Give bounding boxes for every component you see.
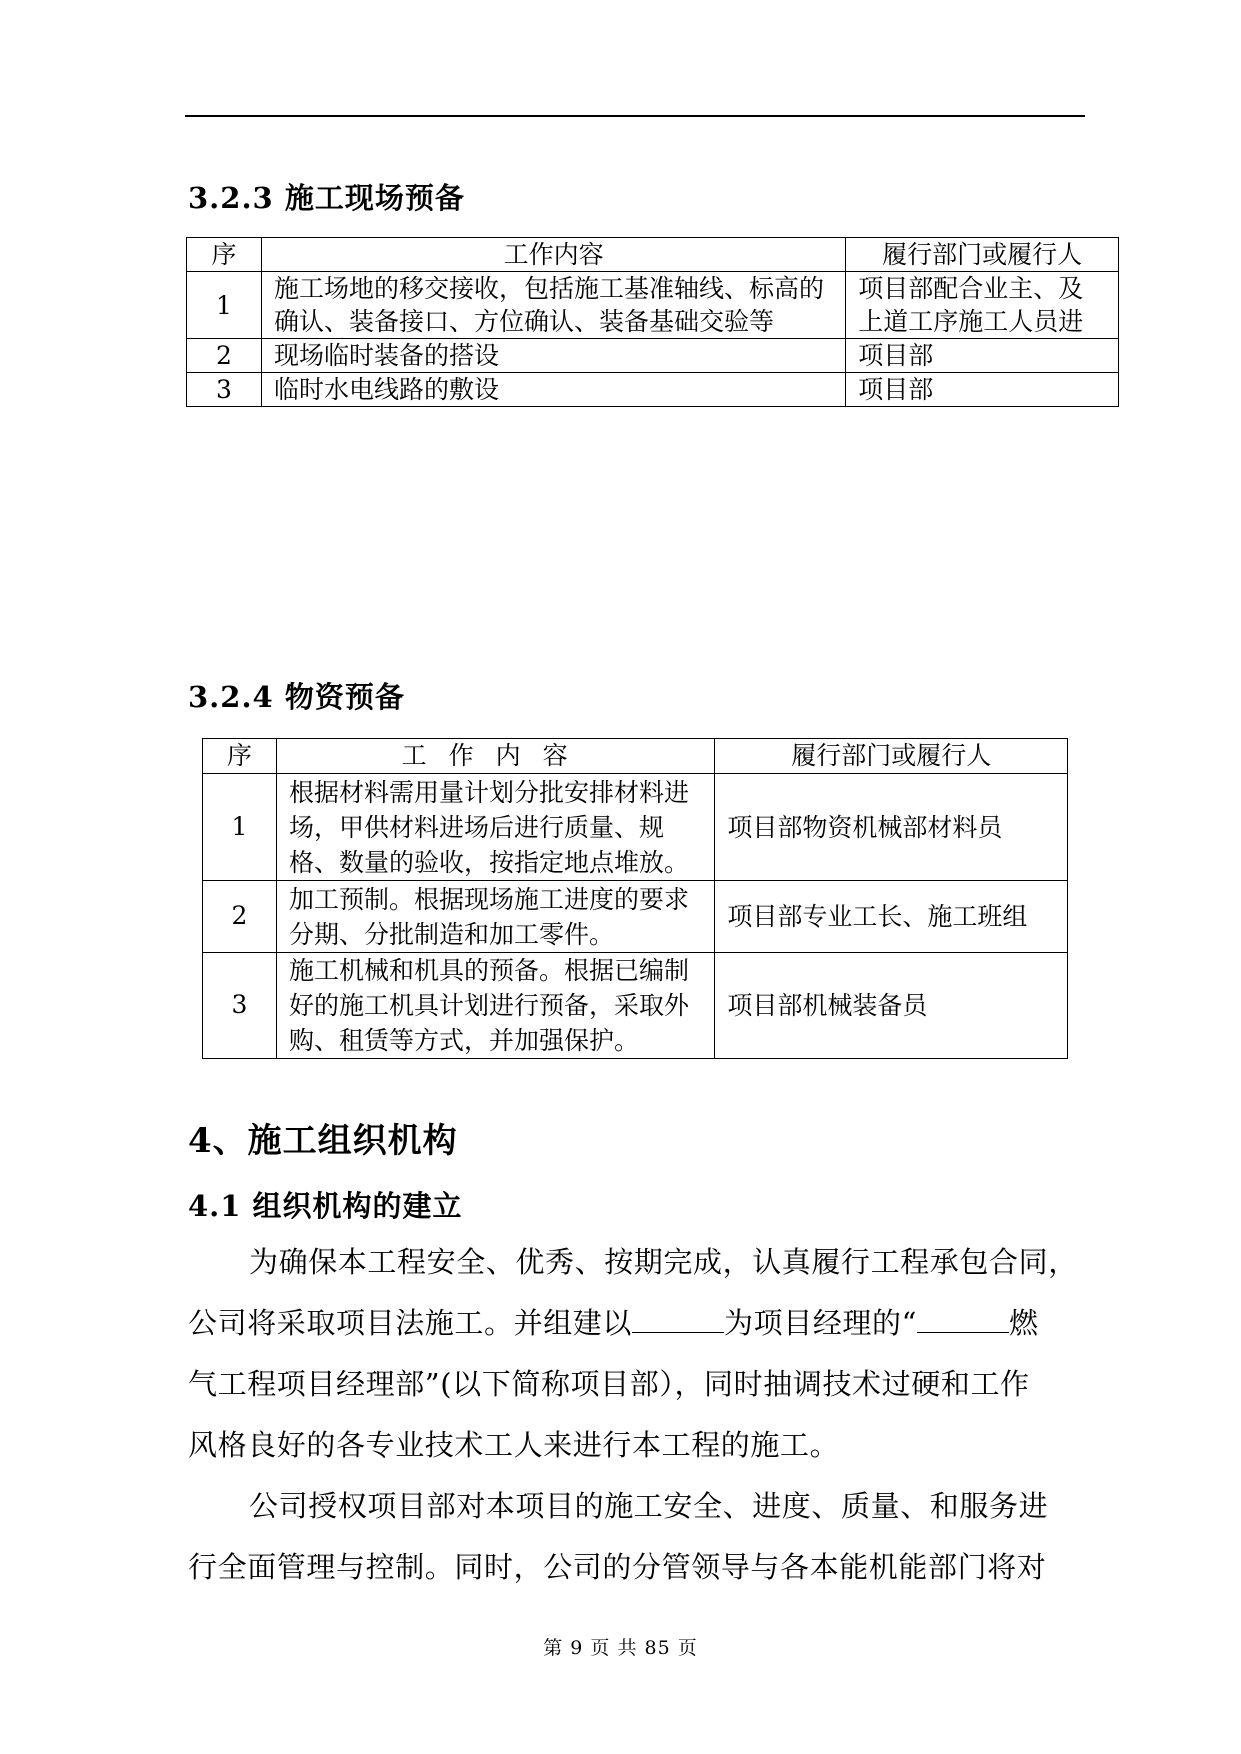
- table-header-row: [187, 238, 1119, 272]
- table-header-row: [203, 739, 1068, 774]
- table-row: [187, 339, 1119, 373]
- row-owner: 项目部机械装备员: [715, 953, 1068, 1059]
- manager-name-blank: [632, 1304, 724, 1333]
- materials-preparation-table: [202, 738, 1068, 1059]
- paragraph-text: 公司将采取项目法施工。并组建以: [188, 1306, 633, 1340]
- header-owner: 履行部门或履行人: [846, 238, 1119, 272]
- header-owner: 履行部门或履行人: [715, 739, 1068, 774]
- paragraph-text: 为确保本工程安全、优秀、按期完成，认真履行工程承包合同，: [249, 1245, 1078, 1279]
- table-row: [203, 881, 1068, 953]
- row-content: 临时水电线路的敷设: [261, 373, 845, 407]
- paragraph-text: 公司授权项目部对本项目的施工安全、进度、质量、和服务进: [249, 1489, 1049, 1523]
- row-no: 1: [187, 272, 262, 339]
- row-content: 施工机械和机具的预备。根据已编制好的施工机具计划进行预备，采取外购、租赁等方式，并加强保护。: [276, 953, 714, 1059]
- row-owner: 项目部配合业主、及上道工序施工人员进: [846, 272, 1119, 339]
- header-content: 工作内容: [261, 238, 845, 272]
- table-row: [203, 774, 1068, 881]
- paragraph-organization: [188, 1232, 1083, 1476]
- paragraph-line: [188, 1537, 1083, 1598]
- section-4-title: 4、施工组织机构: [188, 1121, 458, 1161]
- paragraph-line: [188, 1415, 1083, 1476]
- page-footer: 第 9 页 共 85 页: [543, 1637, 698, 1659]
- section-3-2-3-title: 3.2.3 施工现场预备: [188, 181, 465, 215]
- row-owner: 项目部: [846, 373, 1119, 407]
- paragraph-text: 为项目经理的“: [724, 1306, 918, 1340]
- paragraph-line: [188, 1232, 1083, 1293]
- section-3-2-4-title: 3.2.4 物资预备: [188, 680, 405, 714]
- paragraph-line: [188, 1476, 1083, 1537]
- row-no: 3: [187, 373, 262, 407]
- project-name-blank: [917, 1304, 1009, 1333]
- site-preparation-table: [186, 237, 1119, 407]
- header-no: 序: [203, 739, 277, 774]
- paragraph-line: [188, 1354, 1083, 1415]
- row-owner: 项目部: [846, 339, 1119, 373]
- header-no: 序: [187, 238, 262, 272]
- row-no: 1: [203, 774, 277, 881]
- table-row: [187, 373, 1119, 407]
- paragraph-text: 风格良好的各专业技术工人来进行本工程的施工。: [188, 1428, 840, 1462]
- row-no: 2: [203, 881, 277, 953]
- row-content: 加工预制。根据现场施工进度的要求分期、分批制造和加工零件。: [276, 881, 714, 953]
- row-no: 3: [203, 953, 277, 1059]
- paragraph-text: 气工程项目经理部”(以下简称项目部），同时抽调技术过硬和工作: [188, 1367, 1030, 1401]
- section-4-1-title: 4.1 组织机构的建立: [188, 1189, 463, 1223]
- row-content: 施工场地的移交接收，包括施工基准轴线、标高的确认、装备接口、方位确认、装备基础交验等: [261, 272, 845, 339]
- row-content: 根据材料需用量计划分批安排材料进场，甲供材料进场后进行质量、规格、数量的验收，按指定地点堆放。: [276, 774, 714, 881]
- table-row: [187, 272, 1119, 339]
- table-row: [203, 953, 1068, 1059]
- header-rule: [185, 115, 1085, 117]
- paragraph-text: 行全面管理与控制。同时，公司的分管领导与各本能机能部门将对: [188, 1550, 1047, 1584]
- row-owner: 项目部物资机械部材料员: [715, 774, 1068, 881]
- row-no: 2: [187, 339, 262, 373]
- row-owner: 项目部专业工长、施工班组: [715, 881, 1068, 953]
- row-content: 现场临时装备的搭设: [261, 339, 845, 373]
- paragraph-text: 燃: [1009, 1306, 1039, 1340]
- header-content: 工作内容: [276, 739, 714, 774]
- paragraph-authorization: [188, 1476, 1083, 1598]
- paragraph-line: [188, 1293, 1083, 1354]
